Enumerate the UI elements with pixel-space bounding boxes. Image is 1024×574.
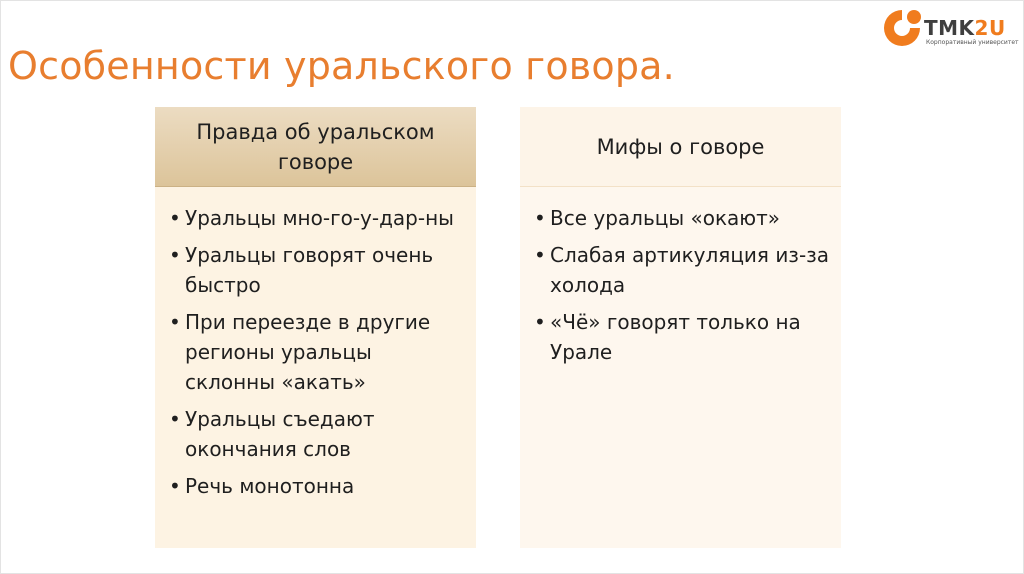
- myths-list: [532, 203, 832, 374]
- truth-list: [167, 203, 467, 508]
- logo-wordmark-main: TMK: [924, 16, 975, 40]
- list-item: • Все уральцы «окают»: [532, 203, 832, 233]
- logo-wordmark: [924, 18, 1006, 38]
- list-item: • Уральцы мно-го-у-дар-ны: [167, 203, 467, 233]
- truth-column-header-text: Правда об уральском говоре: [196, 119, 435, 174]
- list-item: • Слабая артикуляция из-за холода: [532, 240, 832, 300]
- list-item: • Речь монотонна: [167, 471, 467, 501]
- truth-column-header: [155, 107, 476, 187]
- myths-column-header: [520, 107, 841, 187]
- logo-mark-icon: [880, 6, 924, 50]
- slide-title: Особенности уральского говора.: [8, 44, 675, 88]
- list-item: • При переезде в другие регионы уральцы склонны «акать»: [167, 307, 467, 397]
- logo-subtitle: Корпоративный университет: [926, 39, 1019, 46]
- myths-column-header-text: Мифы о говоре: [596, 134, 765, 159]
- logo-wordmark-accent: 2U: [974, 16, 1006, 40]
- list-item: • Уральцы съедают окончания слов: [167, 404, 467, 464]
- list-item: • Уральцы говорят очень быстро: [167, 240, 467, 300]
- truth-column: [155, 107, 476, 548]
- list-item: • «Чё» говорят только на Урале: [532, 307, 832, 367]
- brand-logo: [880, 6, 1019, 54]
- myths-column: [520, 107, 841, 548]
